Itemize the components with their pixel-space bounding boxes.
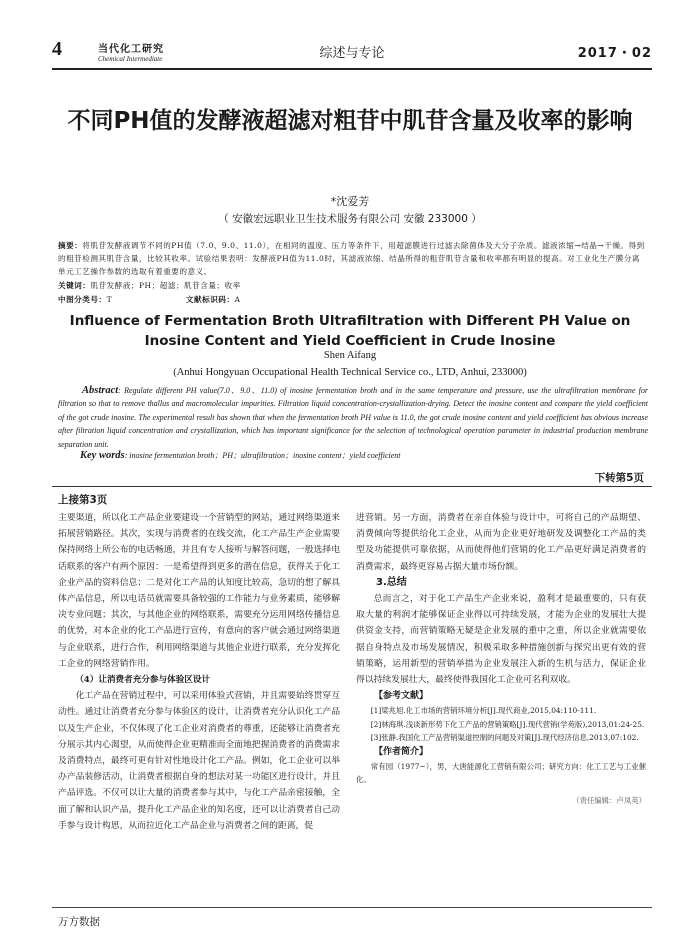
header-divider	[52, 68, 652, 70]
reference-item: [1]梁兆旭.化工市场的营销环境分析[J].现代商业,2015,04:110-111.	[370, 706, 597, 716]
section-heading: 3.总结	[376, 576, 407, 588]
references-heading: 【参考文献】	[374, 691, 429, 702]
article-title-en: Influence of Fermentation Broth Ultrafiltration with Different PH Value on Inosine Content and Yield Coefficient in Crude Inosine	[69, 313, 631, 349]
page-header	[52, 36, 652, 66]
keywords-label-en: Key words	[80, 450, 125, 461]
doc-code-label: 文献标识码：	[185, 295, 235, 304]
reference-item: [2]林海琪.浅谈新形势下化工产品的营销策略[J].现代营销(学苑版),2013,01:24-25.	[370, 719, 645, 729]
article-title-cn: 不同PH值的发酵液超滤对粗苷中肌苷含量及收率的影响	[67, 108, 633, 134]
body-paragraph: 进营销。另一方面，消费者在亲自体验与设计中，可将自己的产品期望、消费倾向等提供给化工企业，从而为企业更好地研发及调整化工产品的类型及功能提供可靠依据，从而使得他们营销的化工产品更好满足消费者的消费需求，最终更容易占据大量市场份额。	[356, 513, 646, 572]
author-bio-heading: 【作者简介】	[374, 747, 429, 758]
issue-number: 2017・02	[577, 46, 652, 61]
abstract-text-en: : Regulate different PH value(7.0、9.0、11.0) of inosine fermentation broth and in the same temperature and pressure, use the ultrafiltration membrane for filtration so that to remove thallus and macromolecular impurities. Filtration liquid concentration-crystallization-drying. Detect the inosine content and compare the yield coefficient of the got crude inosine. The experimental result has shown that when the fermentation broth PH value is 11.0, the got crude inosine content and yield coefficient has obvious increase after filtration liquid concentration and crystallization, which has important significance for the selection of technological operation parameter in industrial production membrane separation unit.	[58, 386, 648, 449]
keywords-label-cn: 关键词：	[58, 281, 91, 290]
abstract-label-en: Abstract	[82, 385, 119, 396]
keywords-en	[80, 450, 648, 461]
classification-cn	[58, 293, 648, 306]
keywords-text-cn: 肌苷发酵液；PH；超滤；肌苷含量；收率	[90, 281, 241, 290]
footer-text: 万方数据	[58, 916, 100, 928]
abstract-en	[58, 384, 648, 451]
affiliation-cn: （ 安徽宏远职业卫生技术服务有限公司 安徽 233000 ）	[218, 213, 482, 225]
page-number: 4	[52, 38, 62, 60]
body-column-right	[356, 510, 646, 809]
author-cn: *沈爱芳	[330, 195, 370, 208]
keywords-text-en: : inosine fermentation broth；PH；ultrafiltration；inosine content；yield coefficient	[124, 451, 401, 460]
section-divider	[52, 486, 652, 487]
responsible-editor: （责任编辑：卢凤英）	[572, 795, 646, 805]
footer-divider	[52, 907, 652, 908]
section-title: 综述与专论	[319, 46, 385, 61]
journal-name-cn: 当代化工研究	[98, 44, 164, 55]
abstract-text-cn: 将肌苷发酵液调节不同的PH值（7.0、9.0、11.0），在相同的温度、压力等条件下，用超滤膜进行过滤去除菌体及大分子杂质。滤液浓缩→结晶→干燥。得到的粗苷检测其肌苷含量，比较其收率。试验结果表明：发酵液PH值为11.0时，其滤液浓缩、结晶所得的粗苷肌苷含量和收率都有明显的提高。对工业化生产膜分离单元工艺操作参数的选取有着重要的意义。	[58, 241, 645, 276]
body-paragraph: 总而言之，对于化工产品生产企业来说，盈利才是最重要的，只有获取大量的利润才能够保证企业得以可持续发展，才能为企业的发展壮大提供资金支持，而营销策略无疑是企业发展的重中之重，所以企业就需要依据自身特点及市场发展情况，积极采取多种措施创新与探究出更有效的营销策略，运用新型的营销举措为企业发展注入新的生机与活力，保证企业得以持续发展壮大，最终使得我国化工企业可名利双收。	[356, 594, 646, 686]
abstract-cn	[58, 239, 648, 278]
continued-from-note: 上接第3页	[58, 494, 108, 506]
reference-item: [3]张静.我国化工产品营销渠道控制的问题及对策[J].现代经济信息,2013,07:102.	[370, 732, 639, 742]
body-paragraph: 化工产品在营销过程中，可以采用体验式营销，并且需要始终贯穿互动性。通过让消费者充分参与体验区的设计，让消费者充分认识化工产品以及生产企业，不仅体现了化工企业对消费者的尊重，还能够让消费者充分展示其内心渴望，从而使得企业更精准而全面地把握消费者的消费需求及消费特点，最终可更有针对性地设计化工产品。例如，化工企业可以举办产品装修活动，让消费者根据自身的想法对某一功能区进行设计，并且产品评选。不仅可以让大量的消费者参与其中，与化工产品亲密接触，全面了解和认识产品，提升化工产品企业的知名度，还可以让消费者自己动手参与设计构思，从而拉近化工产品企业与消费者之间的距离，促	[58, 691, 340, 831]
abstract-label-cn: 摘要：	[58, 241, 83, 250]
subsection-heading: （4）让消费者充分参与体验区设计	[75, 675, 211, 686]
keywords-cn	[58, 279, 648, 292]
doc-code-value: A	[234, 295, 241, 304]
journal-name-en: Chemical Intermediate	[98, 55, 163, 63]
body-paragraph: 主要渠道，所以化工产品企业要建设一个营销型的网站，通过网络渠道来拓展营销路径。其次，实现与消费者的在线交流，化工产品生产企业需要保持网络上所公布的电话畅通，并且有专人接听与解答问题，一般选择电话联系的客户有两个原因：一是希望得到更多的潜在信息，获得关于化工企业产品的资料信息；二是对化工产品的认知度比较高，急切的想了解具体产品信息，所以电话员就需要具备较强的工作能力与业务素质，能够解决专业问题；其次，与其他企业的网络联系，需要充分运用网络传播信息的优势，对本企业的化工产品进行宣传，有意向的客户就会通过网络渠道与企业联系，进行合作，利用网络渠道与其他企业进行联系，充分发挥化工企业的网络营销作用。	[58, 513, 340, 669]
class-value: T	[106, 295, 113, 304]
author-en: Shen Aifang	[323, 350, 377, 361]
affiliation-en: (Anhui Hongyuan Occupational Health Technical Service co., LTD, Anhui, 233000)	[173, 367, 527, 378]
class-label: 中图分类号：	[58, 295, 107, 304]
continued-on-note: 下转第5页	[594, 472, 644, 484]
body-column-left	[58, 510, 340, 834]
author-bio: 常有园（1977~），男，大唐能源化工营销有限公司；研究方向：化工工艺与工业催化。	[356, 762, 646, 785]
